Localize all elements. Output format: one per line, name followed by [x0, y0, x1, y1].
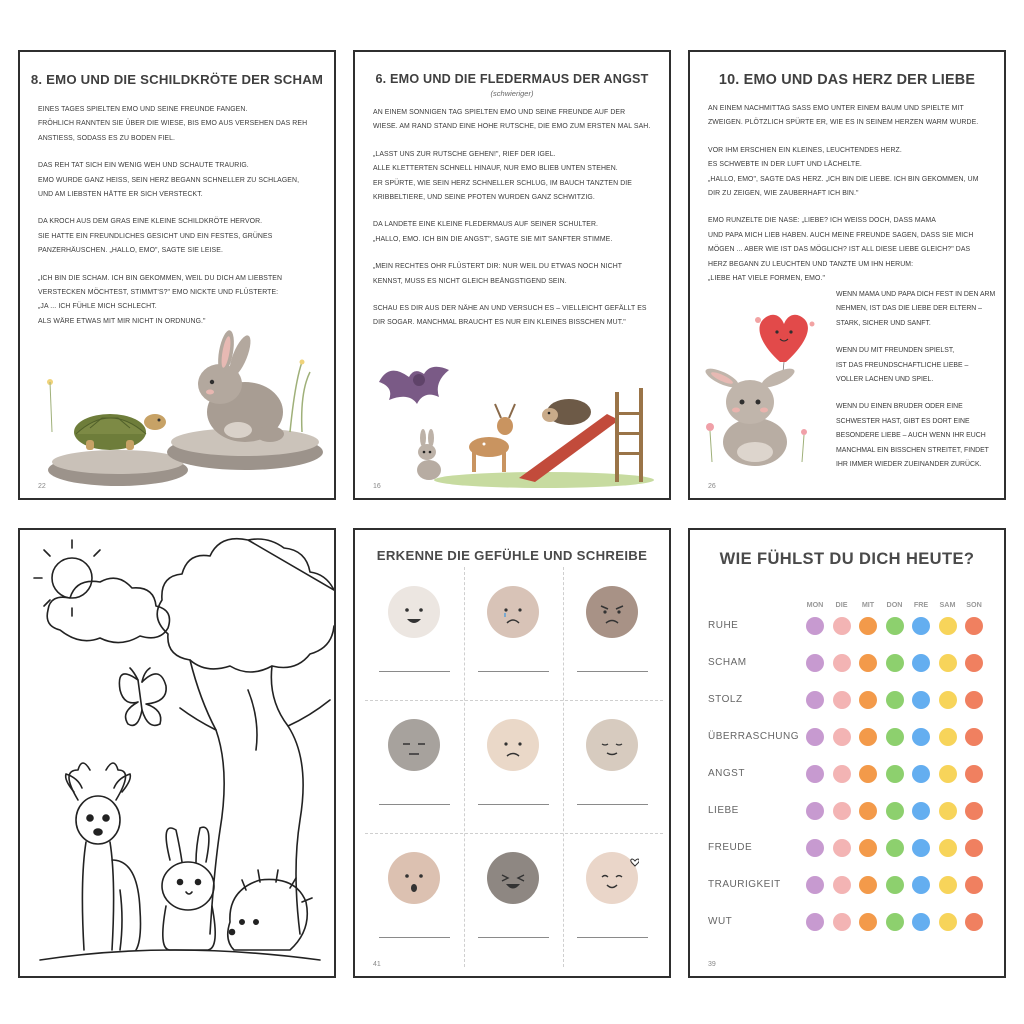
- mood-row: [690, 727, 1004, 747]
- worksheet-title: ERKENNE DIE GEFÜHLE UND SCHREIBE: [376, 548, 648, 563]
- coloring-page: [18, 528, 336, 978]
- emotion-cell: [464, 567, 563, 702]
- story-paragraph: EINES TAGES SPIELTEN EMO UND SEINE FREUNDE FANGEN. FRÖHLICH RANNTEN SIE ÜBER DIE WIESE, BIS EMO AUS VERSEHEN DAS REH ANSTIESS, SODASS ES ZU BODEN FIEL.: [38, 106, 308, 142]
- emotion-face-sad: [486, 585, 540, 639]
- mood-label: SCHAM: [708, 657, 747, 668]
- story-paragraph: „MEIN RECHTES OHR FLÜSTERT DIR: NUR WEIL DU ETWAS NOCH NICHT KENNST, MUSS ES NICHT GLEICH BEÄNGSTIGEND SEIN.: [373, 263, 622, 285]
- emotion-cell: [563, 833, 662, 968]
- mood-dot[interactable]: [886, 839, 904, 857]
- story-paragraph: WENN DU EINEN BRUDER ODER EINE SCHWESTER HAST, GIBT ES DORT EINE BESONDERE LIEBE – AUCH WENN IHR EUCH MANCHMAL EIN BISSCHEN STREITET, FINDET IHR IMMER WIEDER ZUEINANDER ZURÜCK.: [836, 403, 989, 469]
- mood-label: STOLZ: [708, 694, 743, 705]
- page-title: 10. EMO UND DAS HERZ DER LIEBE: [718, 72, 976, 88]
- coloring-illustration: [20, 530, 334, 976]
- answer-line[interactable]: [379, 804, 450, 805]
- mood-dot[interactable]: [939, 691, 957, 709]
- emotion-face-in-love: [585, 851, 639, 905]
- emotion-face-tired: [387, 718, 441, 772]
- page-number: 39: [708, 961, 716, 968]
- story-paragraph: VOR IHM ERSCHIEN EIN KLEINES, LEUCHTENDES HERZ. ES SCHWEBTE IN DER LUFT UND LÄCHELTE. „HALLO, EMO", SAGTE DAS HERZ. „ICH BIN DIE LIEBE. ICH BIN GEKOMMEN, UM DIR ZU ZEIGEN, WIE ZAUBERHAFT ICH BIN.": [708, 146, 979, 198]
- mood-dot[interactable]: [912, 839, 930, 857]
- story-page-fear: [353, 50, 671, 500]
- story-paragraph: DA LANDETE EINE KLEINE FLEDERMAUS AUF SEINER SCHULTER. „HALLO, EMO. ICH BIN DIE ANGST", SAGTE SIE MIT SANFTER STIMME.: [373, 221, 613, 243]
- mood-dot[interactable]: [886, 913, 904, 931]
- page-number: 26: [708, 483, 716, 490]
- mood-label: WUT: [708, 916, 733, 927]
- answer-line[interactable]: [478, 937, 549, 938]
- story-paragraph: „LASST UNS ZUR RUTSCHE GEHEN!", RIEF DER IGEL. ALLE KLETTERTEN SCHNELL HINAUF, NUR EMO BLIEB UNTEN STEHEN. ER SPÜRTE, WIE SEIN HERZ SCHNELLER SCHLUG, IM BAUCH TANZTEN DIE KRIBBELTIERE, UND SEINE PFOTEN WURDEN GANZ SCHWITZIG.: [373, 150, 632, 202]
- mood-dot[interactable]: [965, 617, 983, 635]
- mood-dot[interactable]: [859, 839, 877, 857]
- weekday-label: SON: [966, 600, 982, 609]
- mood-dot[interactable]: [859, 802, 877, 820]
- mood-dot[interactable]: [886, 691, 904, 709]
- emotion-face-laughing: [486, 851, 540, 905]
- emotion-cell: [563, 567, 662, 702]
- story-paragraph: WENN MAMA UND PAPA DICH FEST IN DEN ARM NEHMEN, IST DAS DIE LIEBE DER ELTERN – STARK, SICHER UND SANFT.: [836, 291, 996, 327]
- mood-dot[interactable]: [859, 617, 877, 635]
- mood-dot[interactable]: [886, 765, 904, 783]
- mood-dot[interactable]: [833, 913, 851, 931]
- mood-row: [690, 838, 1004, 858]
- mood-row: [690, 616, 1004, 636]
- weekday-label: DON: [886, 600, 903, 609]
- mood-row: [690, 653, 1004, 673]
- mood-dot[interactable]: [886, 654, 904, 672]
- mood-dot[interactable]: [806, 913, 824, 931]
- mood-dot[interactable]: [939, 876, 957, 894]
- mood-row: [690, 690, 1004, 710]
- mood-dot[interactable]: [886, 876, 904, 894]
- mood-dot[interactable]: [912, 802, 930, 820]
- story-paragraph: AN EINEM SONNIGEN TAG SPIELTEN EMO UND SEINE FREUNDE AUF DER WIESE. AM RAND STAND EINE HOHE RUTSCHE, DIE EMO ZUM ERSTEN MAL SAH.: [373, 109, 651, 131]
- mood-dot[interactable]: [886, 617, 904, 635]
- mood-dot[interactable]: [833, 876, 851, 894]
- mood-dot[interactable]: [806, 691, 824, 709]
- mood-row: [690, 801, 1004, 821]
- page-number: 22: [38, 483, 46, 490]
- mood-dot[interactable]: [806, 654, 824, 672]
- mood-dot[interactable]: [833, 654, 851, 672]
- weekday-label: FRE: [913, 600, 929, 609]
- mood-row: [690, 875, 1004, 895]
- page-title: 6. EMO UND DIE FLEDERMAUS DER ANGST: [375, 72, 649, 86]
- mood-dot[interactable]: [912, 765, 930, 783]
- emotion-face-angry: [585, 585, 639, 639]
- mood-dot[interactable]: [806, 765, 824, 783]
- mood-dot[interactable]: [912, 913, 930, 931]
- story-paragraph: AN EINEM NACHMITTAG SASS EMO UNTER EINEM BAUM UND SPIELTE MIT ZWEIGEN. PLÖTZLICH SPÜRTE ER, WIE ES IN SEINEM HERZEN WARM WURDE.: [708, 105, 979, 127]
- mood-dot[interactable]: [939, 765, 957, 783]
- mood-dot[interactable]: [965, 802, 983, 820]
- story-text: [20, 103, 334, 329]
- emotion-face-calm: [585, 718, 639, 772]
- mood-row: [690, 912, 1004, 932]
- mood-label: LIEBE: [708, 805, 739, 816]
- mood-dot[interactable]: [912, 691, 930, 709]
- weekday-label: MON: [806, 600, 824, 609]
- mood-dot[interactable]: [806, 617, 824, 635]
- mood-label: ÜBERRASCHUNG: [708, 731, 800, 742]
- turtle-and-rabbit-illustration: [40, 322, 330, 492]
- emotion-cell: [464, 833, 563, 968]
- mood-dot[interactable]: [939, 617, 957, 635]
- weekday-label: DIE: [835, 600, 848, 609]
- mood-dot[interactable]: [939, 802, 957, 820]
- story-paragraph: „ICH BIN DIE SCHAM. ICH BIN GEKOMMEN, WEIL DU DICH AM LIEBSTEN VERSTECKEN MÖCHTEST, STIMMT'S?" EMO NICKTE UND FLÜSTERTE: „JA ... ICH FÜHLE MICH SCHLECHT. ALS WÄRE ETWAS MIT MIR NICHT IN ORDNUNG.": [38, 274, 283, 325]
- mood-label: TRAURIGKEIT: [708, 879, 781, 890]
- weekday-label: SAM: [939, 600, 956, 609]
- mood-dot[interactable]: [833, 765, 851, 783]
- mood-tracker-page: [688, 528, 1006, 978]
- answer-line[interactable]: [379, 937, 450, 938]
- mood-dot[interactable]: [859, 913, 877, 931]
- mood-dot[interactable]: [965, 654, 983, 672]
- mood-dot[interactable]: [912, 876, 930, 894]
- mood-dot[interactable]: [939, 913, 957, 931]
- emotion-grid: [365, 567, 663, 967]
- mood-dot[interactable]: [833, 691, 851, 709]
- mood-dot[interactable]: [965, 913, 983, 931]
- answer-line[interactable]: [577, 937, 648, 938]
- mood-dot[interactable]: [859, 654, 877, 672]
- mood-tracker-title: WIE FÜHLST DU DICH HEUTE?: [719, 550, 975, 568]
- emotion-cell: [365, 567, 464, 702]
- page-number: 41: [373, 961, 381, 968]
- emotion-cell: [563, 700, 662, 835]
- story-paragraph: EMO RUNZELTE DIE NASE: „LIEBE? ICH WEISS DOCH, DASS MAMA UND PAPA MICH LIEB HABEN. AUCH MEINE FREUNDE SAGEN, DASS SIE MICH MÖGEN ... ABER WIE IST DAS MÖGLICH? IST ALL DIESE LIEBE GLEICH?" DAS HERZ BEGANN ZU LEUCHTEN UND TANZTE UM IHN HERUM: „LIEBE HAT VIELE FORMEN, EMO.": [708, 217, 974, 283]
- mood-dot[interactable]: [965, 728, 983, 746]
- story-text: [690, 102, 1004, 286]
- answer-line[interactable]: [478, 804, 549, 805]
- mood-dot[interactable]: [859, 876, 877, 894]
- weekday-label: MIT: [861, 600, 875, 609]
- mood-dot[interactable]: [939, 728, 957, 746]
- mood-dot[interactable]: [806, 876, 824, 894]
- answer-line[interactable]: [478, 671, 549, 672]
- emotions-worksheet: [353, 528, 671, 978]
- mood-dot[interactable]: [833, 839, 851, 857]
- mood-dot[interactable]: [939, 839, 957, 857]
- mood-label: RUHE: [708, 620, 739, 631]
- mood-dot[interactable]: [939, 654, 957, 672]
- story-paragraph: WENN DU MIT FREUNDEN SPIELST, IST DAS FREUNDSCHAFTLICHE LIEBE – VOLLER LACHEN UND SPIEL.: [836, 347, 969, 384]
- mood-dot[interactable]: [965, 839, 983, 857]
- page-subtitle: (schwieriger): [490, 89, 534, 98]
- mood-dot[interactable]: [886, 802, 904, 820]
- heart-and-rabbit-illustration: [700, 302, 835, 472]
- story-text: [355, 106, 669, 331]
- mood-dot[interactable]: [965, 765, 983, 783]
- story-paragraph: SCHAU ES DIR AUS DER NÄHE AN UND VERSUCH ES – VIELLEICHT GEFÄLLT ES DIR SOGAR. MANCHMAL BRAUCHT ES NUR EIN KLEINES BISSCHEN MUT.": [373, 305, 647, 327]
- mood-dot[interactable]: [965, 691, 983, 709]
- emotion-cell: [365, 700, 464, 835]
- slide-and-animals-illustration: [369, 352, 659, 492]
- mood-row: [690, 764, 1004, 784]
- mood-dot[interactable]: [912, 617, 930, 635]
- story-paragraph: DAS REH TAT SICH EIN WENIG WEH UND SCHAUTE TRAURIG. EMO WURDE GANZ HEISS, SEIN HERZ BEGANN SCHNELLER ZU SCHLAGEN, UND AM LIEBSTEN HÄTTE ER SICH VERSTECKT.: [38, 162, 300, 199]
- answer-line[interactable]: [379, 671, 450, 672]
- emotion-cell: [464, 700, 563, 835]
- mood-label: FREUDE: [708, 842, 753, 853]
- mood-dot[interactable]: [833, 802, 851, 820]
- emotion-face-surprised: [387, 851, 441, 905]
- mood-dot[interactable]: [965, 876, 983, 894]
- page-title: 8. EMO UND DIE SCHILDKRÖTE DER SCHAM: [30, 72, 324, 87]
- story-paragraph: DA KROCH AUS DEM GRAS EINE KLEINE SCHILDKRÖTE HERVOR. SIE HATTE EIN FREUNDLICHES GESICHT UND EIN FESTES, GRÜNES PANZERHÄUSCHEN. „HALLO, EMO", SAGTE SIE LEISE.: [38, 218, 273, 255]
- mood-dot[interactable]: [859, 728, 877, 746]
- answer-line[interactable]: [577, 804, 648, 805]
- story-text-right: [836, 288, 996, 485]
- mood-dot[interactable]: [886, 728, 904, 746]
- emotion-cell: [365, 833, 464, 968]
- mood-dot[interactable]: [806, 728, 824, 746]
- page-number: 16: [373, 483, 381, 490]
- mood-dot[interactable]: [859, 765, 877, 783]
- emotion-face-happy: [387, 585, 441, 639]
- mood-dot[interactable]: [806, 839, 824, 857]
- answer-line[interactable]: [577, 671, 648, 672]
- mood-dot[interactable]: [859, 691, 877, 709]
- mood-label: ANGST: [708, 768, 745, 779]
- story-page-shame: [18, 50, 336, 500]
- story-page-love: [688, 50, 1006, 500]
- emotion-face-worried: [486, 718, 540, 772]
- mood-dot[interactable]: [806, 802, 824, 820]
- mood-dot[interactable]: [912, 728, 930, 746]
- mood-dot[interactable]: [912, 654, 930, 672]
- mood-dot[interactable]: [833, 617, 851, 635]
- mood-dot[interactable]: [833, 728, 851, 746]
